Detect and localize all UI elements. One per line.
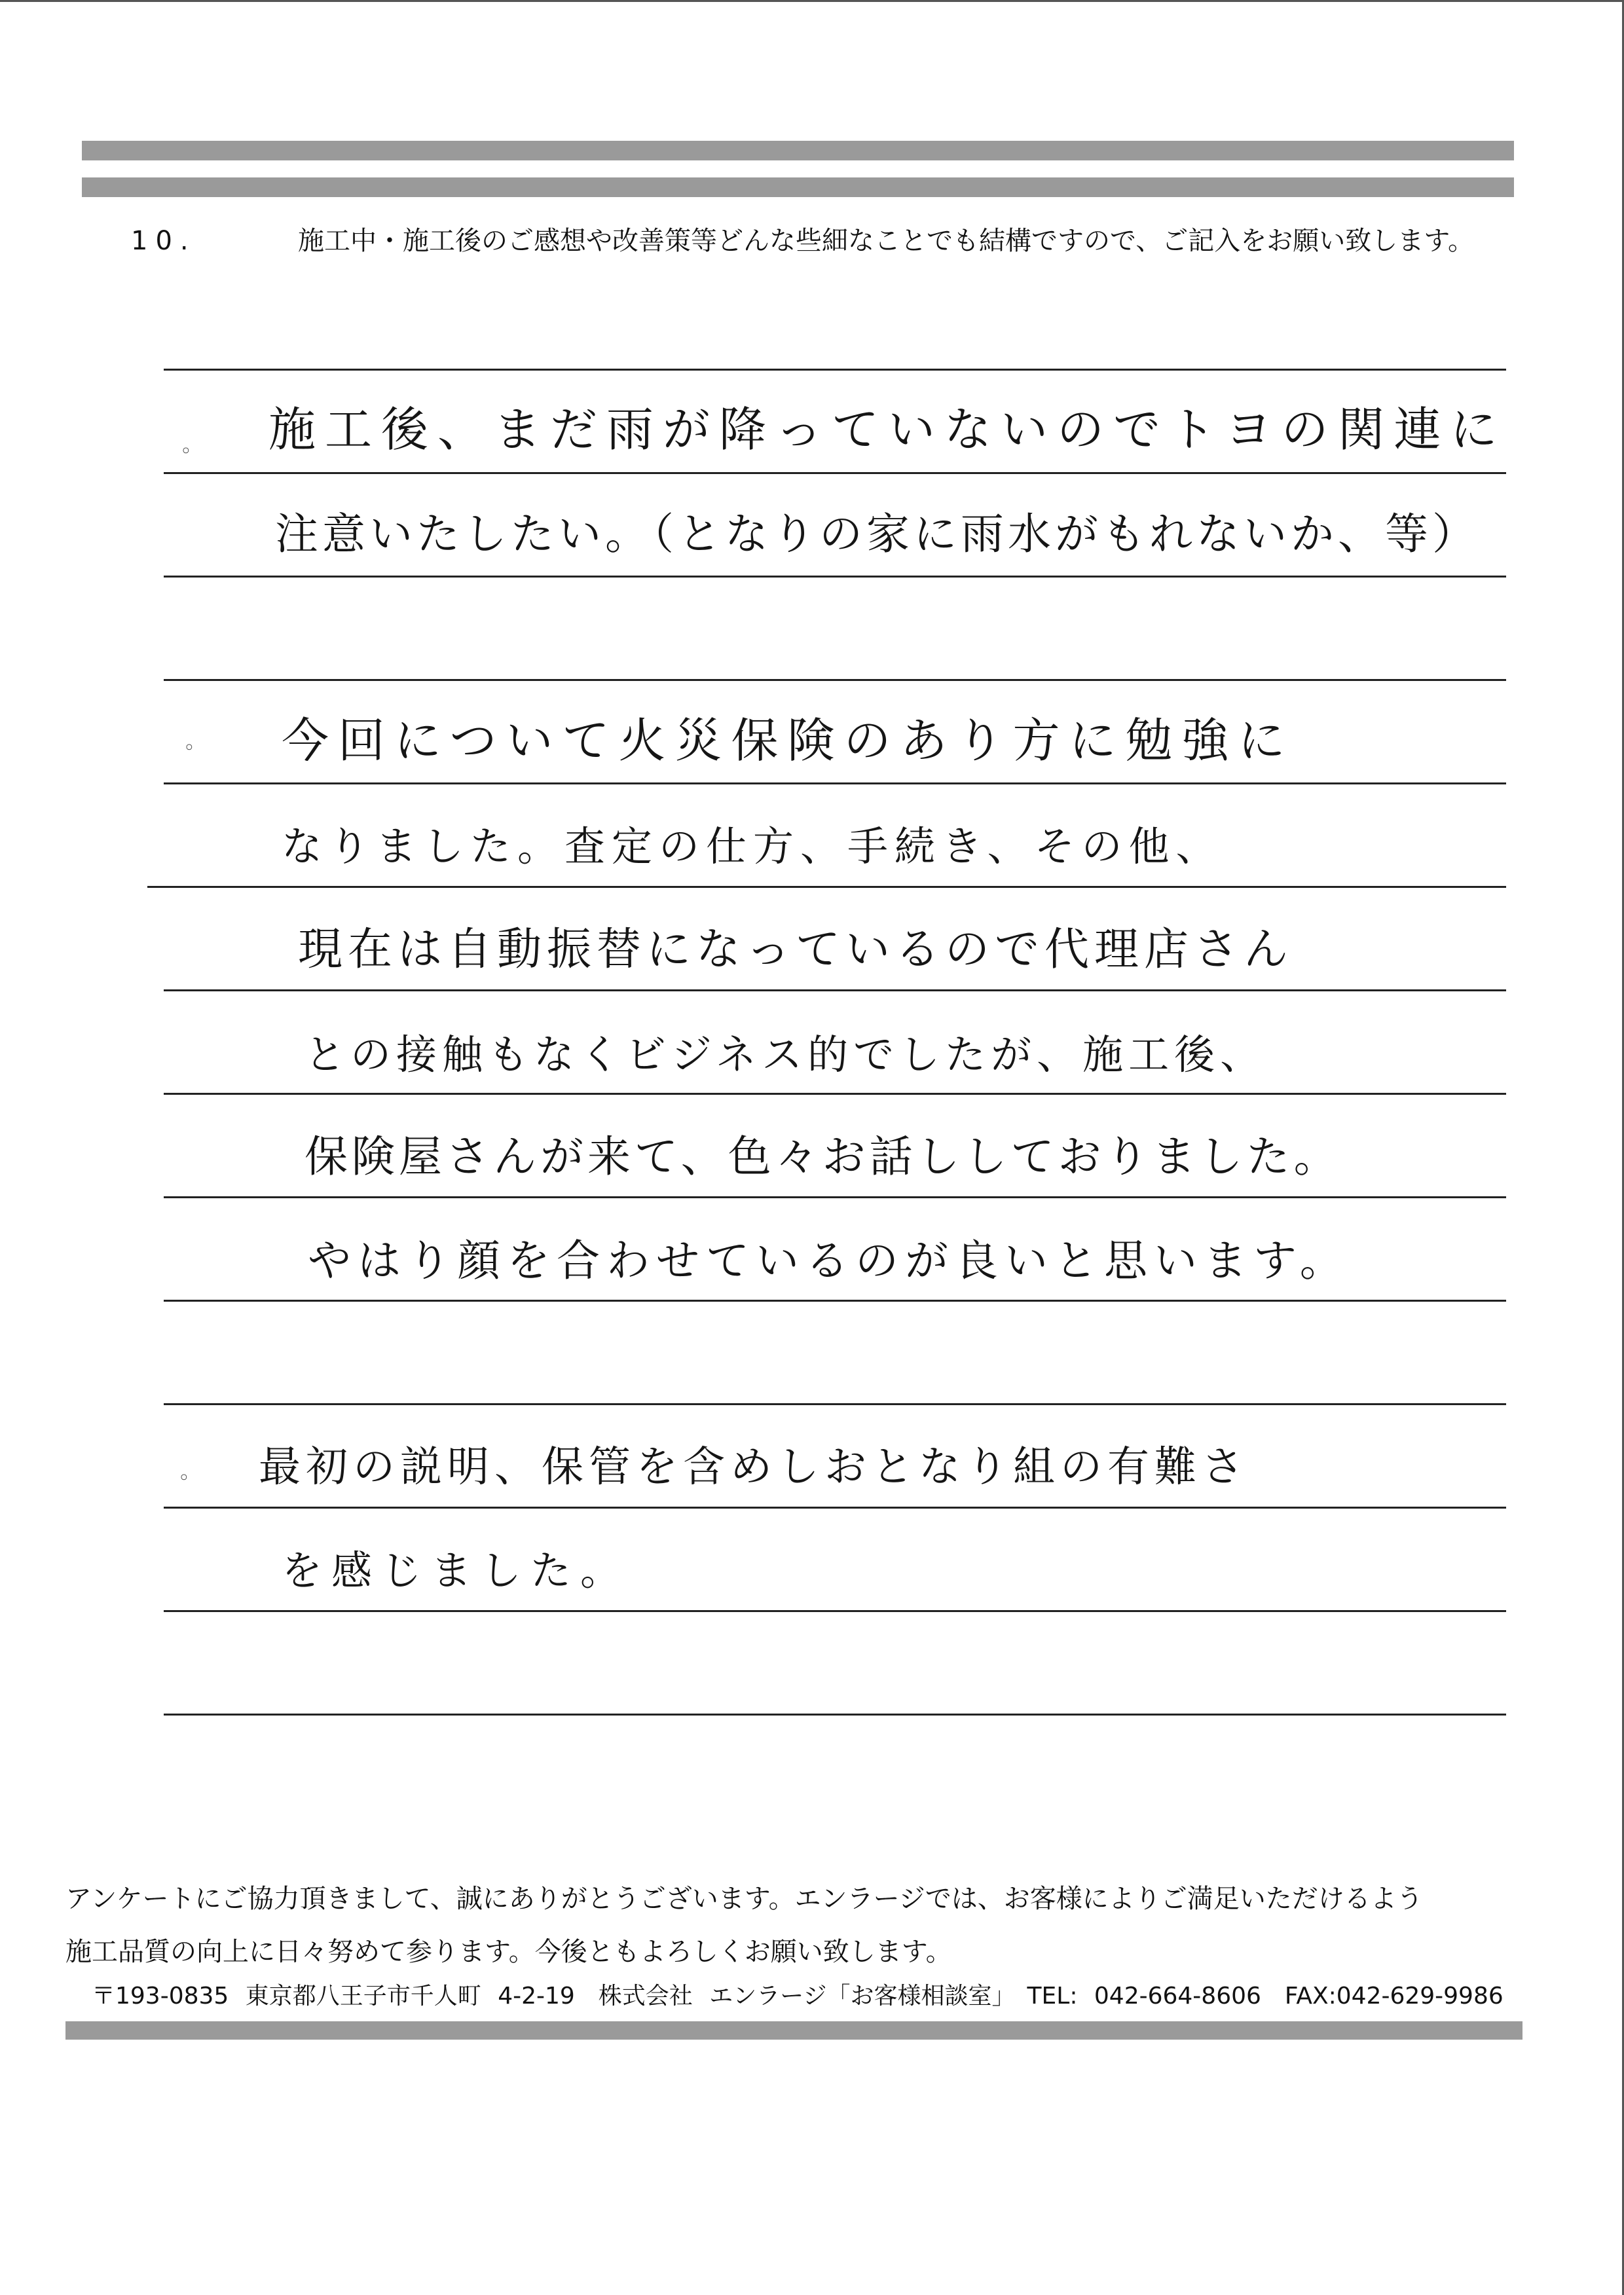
answer-rule-line [164, 989, 1506, 991]
answer-rule-line [164, 1403, 1506, 1405]
answer-rule-line [164, 1300, 1506, 1302]
answer-rule-line [164, 1507, 1506, 1509]
answer-rule-line [164, 1093, 1506, 1095]
answer-rule-line [164, 576, 1506, 578]
answer-bullet: ◦ [183, 737, 195, 760]
question-row [131, 221, 1526, 261]
answer-rule-line [164, 1196, 1506, 1198]
handwritten-line: 今回について火災保険のあり方に勉強に [282, 713, 1295, 768]
answer-bullet: ◦ [180, 440, 192, 463]
answer-rule-line [164, 1610, 1506, 1612]
footer-thanks-line-2: 施工品質の向上に日々努めて参ります。今後ともよろしくお願い致します。 [65, 1937, 952, 1967]
handwritten-line: 保険屋さんが来て、色々お話ししておりました。 [304, 1131, 1341, 1182]
footer-band [65, 2021, 1522, 2040]
answer-bullet: ◦ [178, 1467, 190, 1490]
handwritten-line: との接触もなくビジネス的でしたが、施工後、 [304, 1031, 1266, 1078]
handwritten-line: なりました。査定の仕方、手続き、その他、 [282, 822, 1223, 870]
answer-rule-line [164, 679, 1506, 681]
handwritten-line: 注意いたしたい。（となりの家に雨水がもれないか、等） [275, 509, 1479, 559]
handwritten-line: 施工後、まだ雨が降っていないのでトヨの関連に [268, 402, 1507, 457]
header-band-top [82, 141, 1514, 160]
question-text: 施工中・施工後のご感想や改善策等どんな些細なことでも結構ですので、ご記入をお願い致します。 [298, 226, 1474, 256]
handwritten-line: やはり顔を合わせているのが良いと思います。 [308, 1236, 1350, 1286]
answer-rule-line [164, 1714, 1506, 1716]
company-address: 〒193-0835 東京都八王子市千人町 4-2-19 株式会社 エンラージ「お客様相談室」 TEL: 042-664-8606 FAX:042-629-9986 [92, 1983, 1504, 2010]
answer-rule-line [164, 782, 1506, 784]
answer-rule-line [147, 886, 1506, 888]
answer-rule-line [164, 369, 1506, 371]
footer-thanks-line-1: アンケートにご協力頂きまして、誠にありがとうございます。エンラージでは、お客様によりご満足いただけるよう [65, 1884, 1423, 1914]
answer-rule-line [164, 472, 1506, 474]
question-number: 10. [131, 226, 196, 256]
handwritten-line: 現在は自動振替になっているので代理店さん [298, 924, 1294, 976]
handwritten-line: を感じました。 [282, 1547, 631, 1594]
handwritten-line: 最初の説明、保管を含めしおとなり組の有難さ [259, 1443, 1249, 1492]
header-band-bottom [82, 177, 1514, 197]
